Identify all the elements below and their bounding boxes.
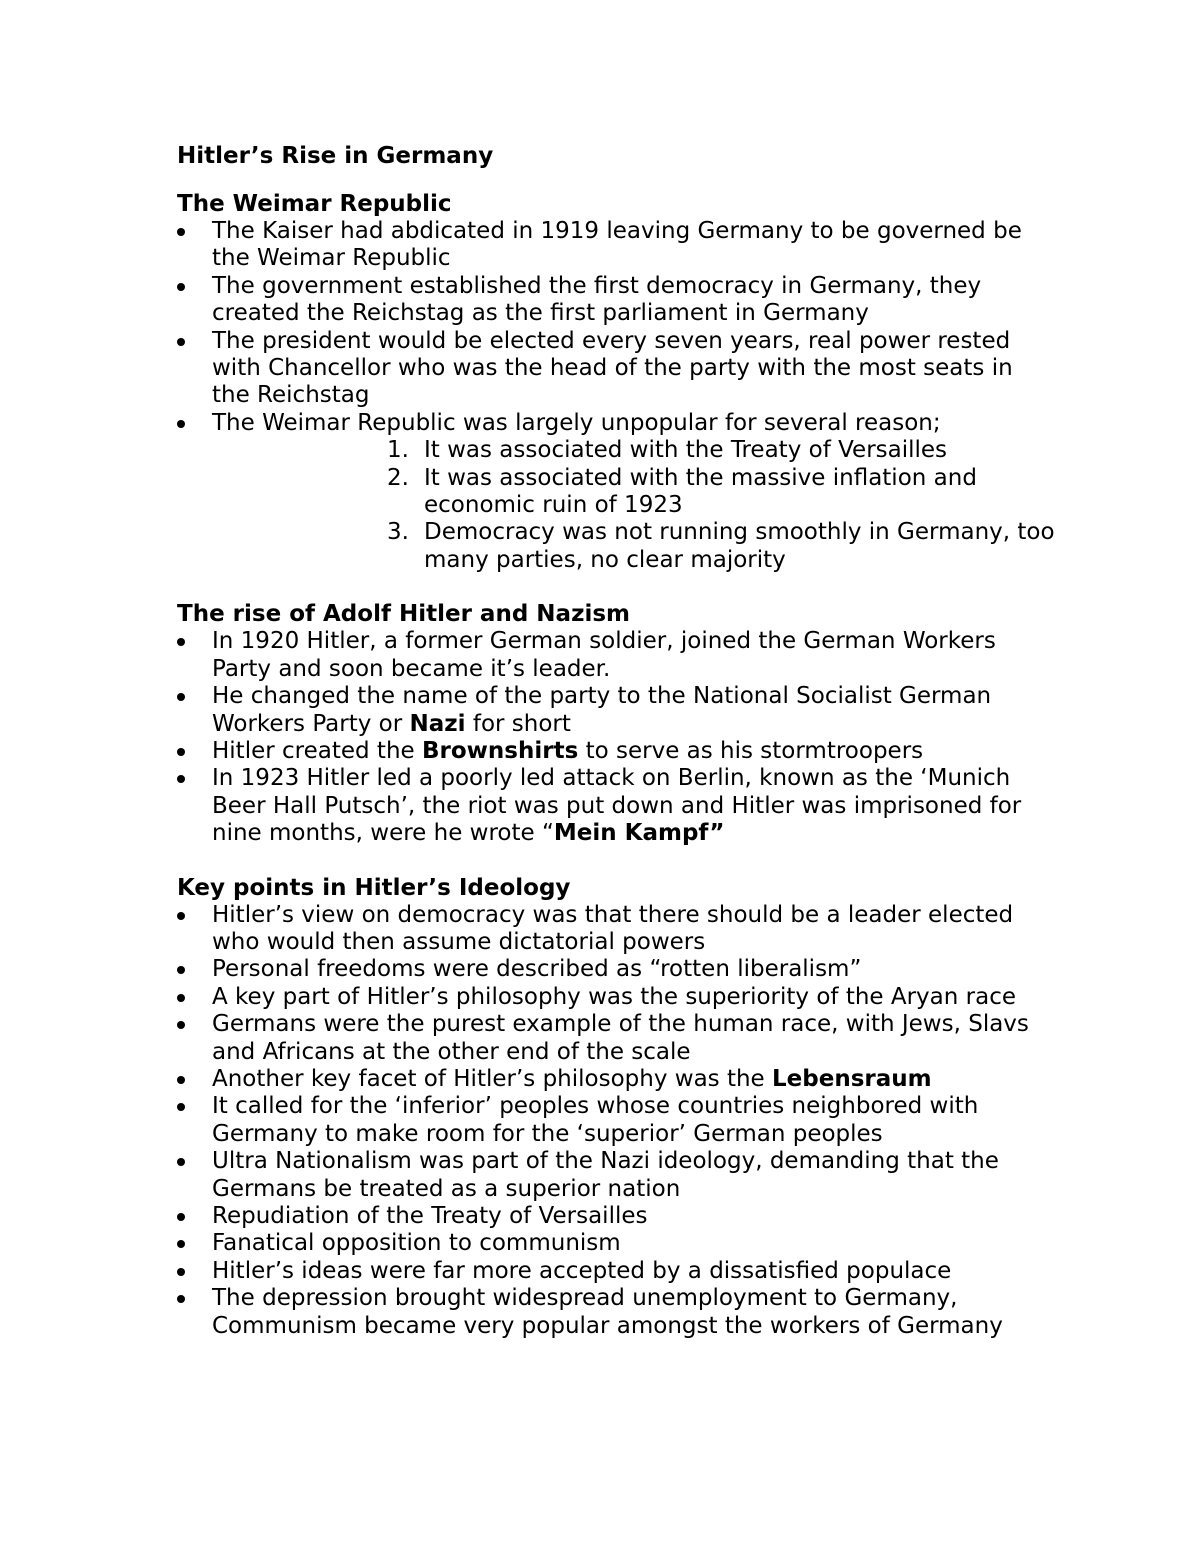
list-item: Fanatical opposition to communism — [177, 1230, 1057, 1257]
weimar-bullet-list — [177, 218, 1057, 437]
text-run: to serve as his stormtroopers — [578, 737, 924, 764]
list-item: The president would be elected every seven years, real power rested with Chancellor who was the head of the party with the most seats in the Reichstag — [177, 328, 1057, 410]
item-number: 1. — [387, 437, 409, 464]
text-run: Hitler created the — [212, 737, 422, 764]
list-item: Germans were the purest example of the human race, with Jews, Slavs and Africans at the other end of the scale — [177, 1011, 1057, 1066]
list-item: The government established the first democracy in Germany, they created the Reichstag as the first parliament in Germany — [177, 273, 1057, 328]
section-heading-rise: The rise of Adolf Hitler and Nazism — [177, 601, 630, 628]
list-item: Hitler’s view on democracy was that there should be a leader elected who would then assume dictatorial powers — [177, 902, 1057, 957]
item-text: Democracy was not running smoothly in Germany, too many parties, no clear majority — [424, 519, 1055, 573]
text-run: for short — [465, 710, 571, 737]
section-heading-weimar: The Weimar Republic — [177, 191, 452, 217]
list-item: It called for the ‘inferior’ peoples whose countries neighbored with Germany to make room for the ‘superior’ German peoples — [177, 1093, 1057, 1148]
document-content — [177, 141, 1057, 1340]
item-number: 3. — [387, 519, 409, 546]
list-item: The Kaiser had abdicated in 1919 leaving Germany to be governed be the Weimar Republic — [177, 218, 1057, 273]
page-title: Hitler’s Rise in Germany — [177, 143, 494, 169]
bold-term: Nazi — [409, 710, 466, 737]
item-text: It was associated with the massive inflation and economic ruin of 1923 — [424, 464, 977, 519]
spacer — [177, 574, 1057, 601]
bold-term: Mein Kampf” — [553, 820, 725, 847]
text-run: In 1923 Hitler led a poorly led attack on Berlin, known as the ‘Munich Beer Hall Putsch’, the riot was put down and Hitler was imprisoned for nine months, were he wrote “ — [212, 765, 1022, 847]
spacer — [177, 848, 1057, 875]
list-item: Ultra Nationalism was part of the Nazi ideology, demanding that the Germans be treated as a superior nation — [177, 1148, 1057, 1203]
list-item — [177, 765, 1057, 847]
numbered-item — [387, 437, 1057, 464]
bold-term: Brownshirts — [422, 737, 579, 764]
list-item — [177, 683, 1057, 738]
section-heading-ideology: Key points in Hitler’s Ideology — [177, 874, 571, 901]
reasons-numbered-list — [177, 437, 1057, 574]
list-item: In 1920 Hitler, a former German soldier, joined the German Workers Party and soon became it’s leader. — [177, 628, 1057, 683]
numbered-item — [387, 519, 1057, 574]
bold-term: Lebensraum — [772, 1065, 932, 1092]
list-item: Personal freedoms were described as “rotten liberalism” — [177, 956, 1057, 983]
ideology-bullet-list — [177, 902, 1057, 1341]
text-run: He changed the name of the party to the National Socialist German Workers Party or — [212, 683, 992, 737]
list-item: Hitler’s ideas were far more accepted by a dissatisfied populace — [177, 1258, 1057, 1285]
list-item — [177, 738, 1057, 765]
list-item: A key part of Hitler’s philosophy was the superiority of the Aryan race — [177, 984, 1057, 1011]
item-number: 2. — [387, 464, 409, 491]
list-item: The depression brought widespread unemployment to Germany, Communism became very popular amongst the workers of Germany — [177, 1285, 1057, 1340]
item-text: It was associated with the Treaty of Versailles — [424, 437, 948, 464]
numbered-item — [387, 465, 1057, 520]
list-item: The Weimar Republic was largely unpopular for several reason; — [177, 410, 1057, 437]
spacer — [177, 171, 1057, 191]
text-run: Another key facet of Hitler’s philosophy was the — [212, 1065, 773, 1092]
rise-bullet-list — [177, 628, 1057, 847]
list-item — [177, 1066, 1057, 1093]
list-item: Repudiation of the Treaty of Versailles — [177, 1203, 1057, 1230]
